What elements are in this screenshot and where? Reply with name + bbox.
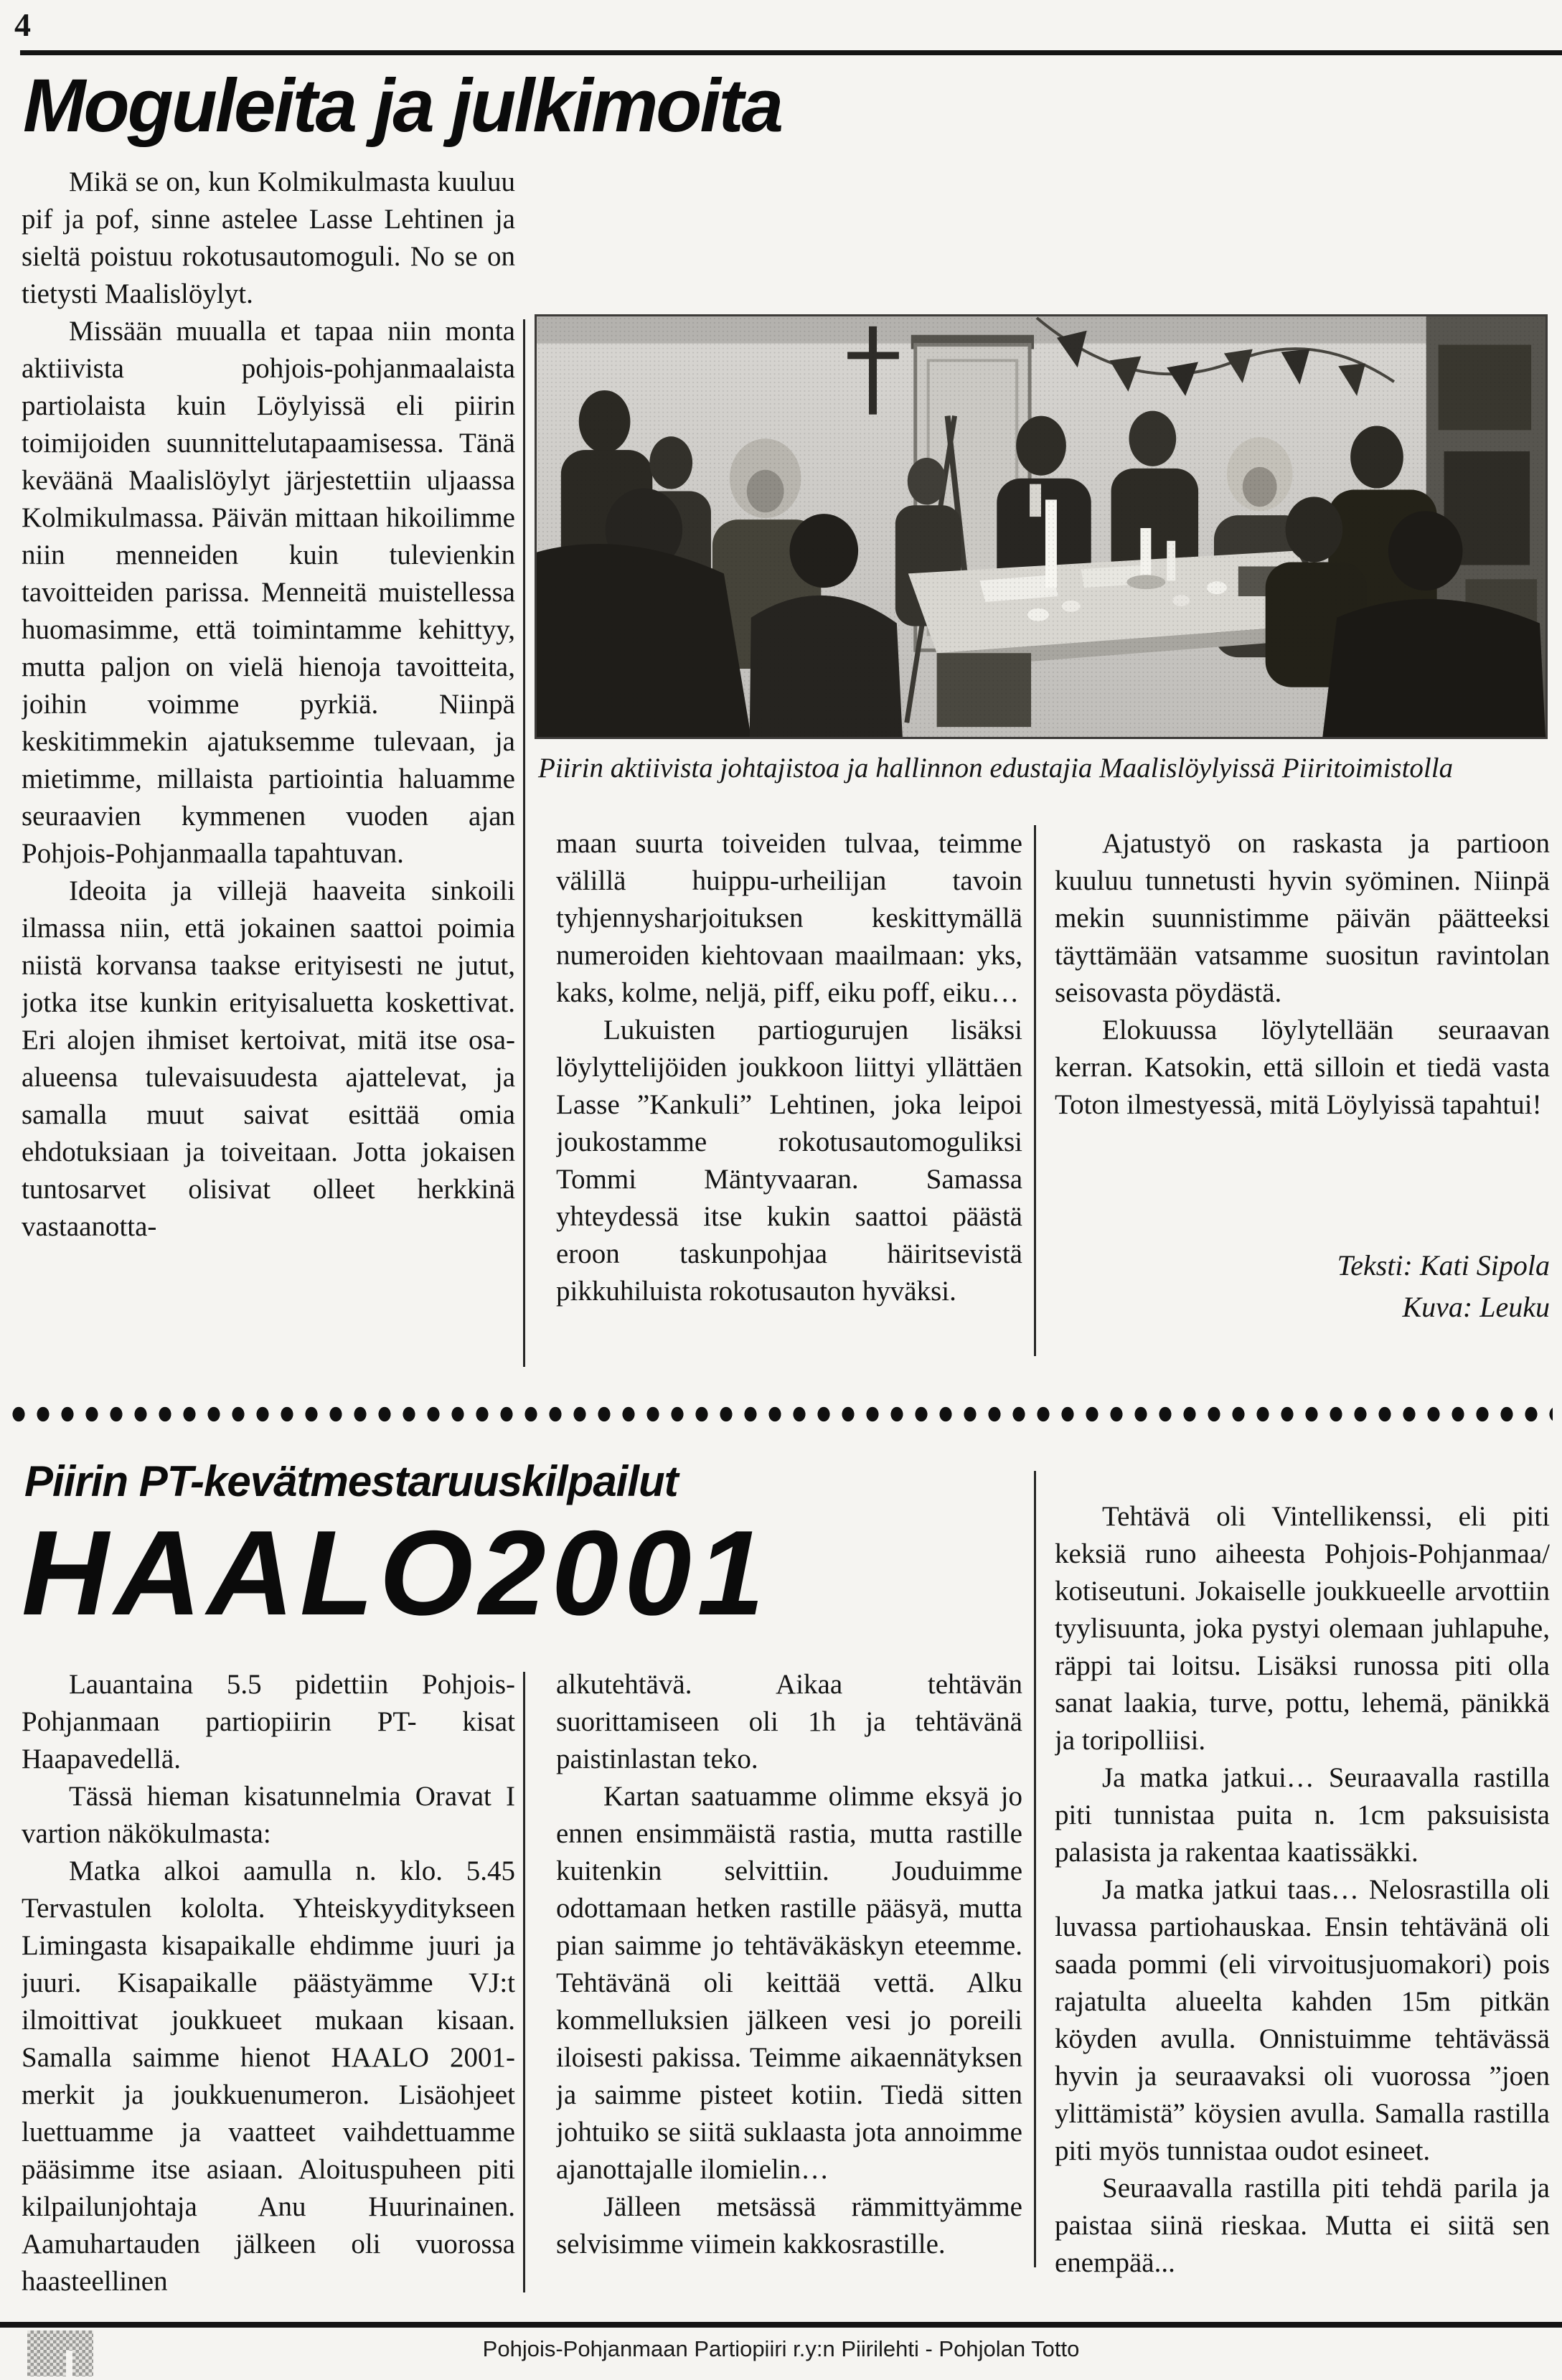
column-divider <box>523 319 525 1367</box>
article1-column-left <box>22 164 515 1369</box>
paragraph: Elokuussa löylytellään seuraavan kerran. Katsokin, että silloin et tiedä vasta Toton ilmestyessä, mitä Löylyissä tapahtui! <box>1055 1015 1550 1120</box>
paragraph: Tässä hieman kisatunnelmia Oravat I vartion näkökulmasta: <box>22 1781 515 1849</box>
paragraph: maan suurta toiveiden tulvaa, teimme välillä huippu-urheilijan tavoin tyhjennysharjoituksen keskittymällä numeroiden kiehtovaan maailmaan: yks, kaks, kolme, neljä, piff, eiku poff, eiku… <box>556 828 1022 1008</box>
article1-column-right <box>1055 825 1550 1227</box>
top-rule <box>20 50 1562 55</box>
paragraph: Seuraavalla rastilla piti tehdä parila ja paistaa siinä rieskaa. Mutta ei siitä sen enempää... <box>1055 2173 1550 2278</box>
byline-photo: Kuva: Leuku <box>1402 1291 1550 1323</box>
paragraph: Kartan saatuamme olimme eksyä jo ennen ensimmäistä rastia, mutta rastille kuitenkin selvittiin. Jouduimme odottamaan hetken rastille pääsyä, mutta pian saimme jo tehtäväkäskyn eteemme. Tehtävänä oli keittää vettä. Alku kommelluksien jälkeen vesi jo poreili iloisesti pakissa. Teimme aikaennätyksen ja saimme pisteet kotiin. Tiedä sitten johtuiko se siitä suklaasta jota annoimme ajanottajalle ilomielin… <box>556 1781 1022 2185</box>
paragraph: Lukuisten partiogurujen lisäksi löylyttelijöiden joukkoon liittyi yllättäen Lasse ”Kankuli” Lehtinen, joka leipoi joukostamme rokotusautomoguliksi Tommi Mäntyvaaran. Samassa yhteydessä itse kukin saattoi päästä eroon taskunpohjaa häiritsevistä pikkuhiluista rokotusauton hyväksi. <box>556 1015 1022 1307</box>
dotted-separator <box>10 1405 1553 1424</box>
printer-mark <box>27 2330 93 2376</box>
column-divider <box>1034 1471 1036 2267</box>
column-divider <box>523 1672 525 2292</box>
paragraph: Ideoita ja villejä haaveita sinkoili ilmassa niin, että jokainen saattoi poimia niistä korvansa taakse erityisesti ne jutut, jotka itse kunkin erityisaluetta koskettivat. Eri alojen ihmiset kertoivat, mitä itse osa-alueensa tulevaisuudesta ajattelevat, ja samalla muut saivat esittää omia ehdotuksiaan ja toiveitaan. Jotta jokaisen tuntosarvet olisivat olleet herkkinä vastaanotta- <box>22 875 515 1242</box>
paragraph: Ajatustyö on raskasta ja partioon kuuluu tunnetusti hyvin syöminen. Niinpä mekin suunnistimme päivän päätteeksi täyttämään vatsamme suositun ravintolan seisovasta pöydästä. <box>1055 828 1550 1008</box>
article1-column-middle <box>556 825 1022 1370</box>
paragraph: alkutehtävä. Aikaa tehtävän suorittamiseen oli 1h ja tehtävänä paistinlastan teko. <box>556 1669 1022 1774</box>
footer-text: Pohjois-Pohjanmaan Partiopiiri r.y:n Piirilehti - Pohjolan Totto <box>482 2336 1080 2361</box>
paragraph: Missään muualla et tapaa niin monta aktiivista pohjois-pohjanmaalaista partiolaista kuin Löylyissä eli piirin toimijoiden suunnittelutapaamisessa. Tänä keväänä Maalislöylyt järjestettiin uljaassa Kolmikulmassa. Päivän mittaan hikoilimme niin menneiden kuin tulevienkin tavoitteiden parissa. Menneitä muistellessa huomasimme, että toimintamme kehittyy, mutta paljon on vielä hienoja tavoitteita, joihin voimme pyrkiä. Niinpä keskitimmekin ajatuksemme tulevaan, ja mietimme, millaista partiointia haluamme seuraavien kymmenen vuoden ajan Pohjois-Pohjanmaalla tapahtuvan. <box>22 316 515 869</box>
column-divider <box>1034 825 1036 1356</box>
page-number: 4 <box>14 6 31 43</box>
paragraph: Ja matka jatkui taas… Nelosrastilla oli luvassa partiohauskaa. Ensin tehtävänä oli saada pommi (eli virvoitusjuomakori) pois rajatulta alueelta kahden 15m pitkän köyden avulla. Onnistuimme tehtävässä hyvin ja seuraavaksi oli vuorossa ”joen ylittämistä” köysien avulla. Samalla rastilla piti myös tunnistaa oudot esineet. <box>1055 1874 1550 2166</box>
article1-byline <box>1055 1245 1550 1328</box>
paragraph: Ja matka jatkui… Seuraavalla rastilla piti tunnistaa puita n. 1cm paksuisista palasista ja rakentaa kaatissäkki. <box>1055 1762 1550 1868</box>
article2-title: HAALO2001 <box>22 1505 771 1640</box>
paragraph: Lauantaina 5.5 pidettiin Pohjois-Pohjanmaan partiopiirin PT- kisat Haapavedellä. <box>22 1669 515 1774</box>
article2-kicker: Piirin PT-kevätmestaruuskilpailut <box>24 1457 678 1505</box>
article2-column-middle <box>556 1666 1022 2312</box>
paragraph: Tehtävä oli Vintellikenssi, eli piti keksiä runo aiheesta Pohjois-Pohjanmaa/ kotiseutuni. Jokaiselle joukkueelle arvottiin tyylisuunta, joka pystyi olemaan juhlapuhe, räppi tai loitsu. Lisäksi runossa piti olla sanat laakia, turve, pottu, lehemä, pänikkä ja toripolliisi. <box>1055 1501 1550 1756</box>
printer-mark-slit <box>66 2351 72 2376</box>
article1-title: Moguleita ja julkimoita <box>23 64 781 148</box>
article2-column-left <box>22 1666 515 2312</box>
footer-rule <box>0 2322 1562 2328</box>
photo-caption: Piirin aktiivista johtajistoa ja hallinnon edustajia Maalislöylyissä Piiritoimistolla <box>538 753 1454 784</box>
article2-column-right <box>1055 1498 1550 2316</box>
meeting-photo <box>535 314 1548 739</box>
meeting-photo-illustration <box>537 316 1545 737</box>
paragraph: Mikä se on, kun Kolmikulmasta kuuluu pif ja pof, sinne astelee Lasse Lehtinen ja sieltä poistuu rokotusautomoguli. No se on tietysti Maalislöylyt. <box>22 166 515 309</box>
byline-text: Teksti: Kati Sipola <box>1337 1249 1550 1281</box>
paragraph: Jälleen metsässä rämmittyämme selvisimme viimein kakkosrastille. <box>556 2191 1022 2259</box>
paragraph: Matka alkoi aamulla n. klo. 5.45 Tervastulen kololta. Yhteiskyyditykseen Limingasta kisapaikalle ehdimme juuri ja juuri. Kisapaikalle päästyämme VJ:t ilmoittivat joukkueet mukaan kisaan. Samalla saimme hienot HAALO 2001- merkit ja joukkuenumeron. Lisäohjeet luettuamme ja vaatteet vaihdettuamme pääsimme itse asiaan. Aloituspuheen piti kilpailunjohtaja Anu Huurinainen. Aamuhartauden jälkeen oli vuorossa haasteellinen <box>22 1855 515 2297</box>
